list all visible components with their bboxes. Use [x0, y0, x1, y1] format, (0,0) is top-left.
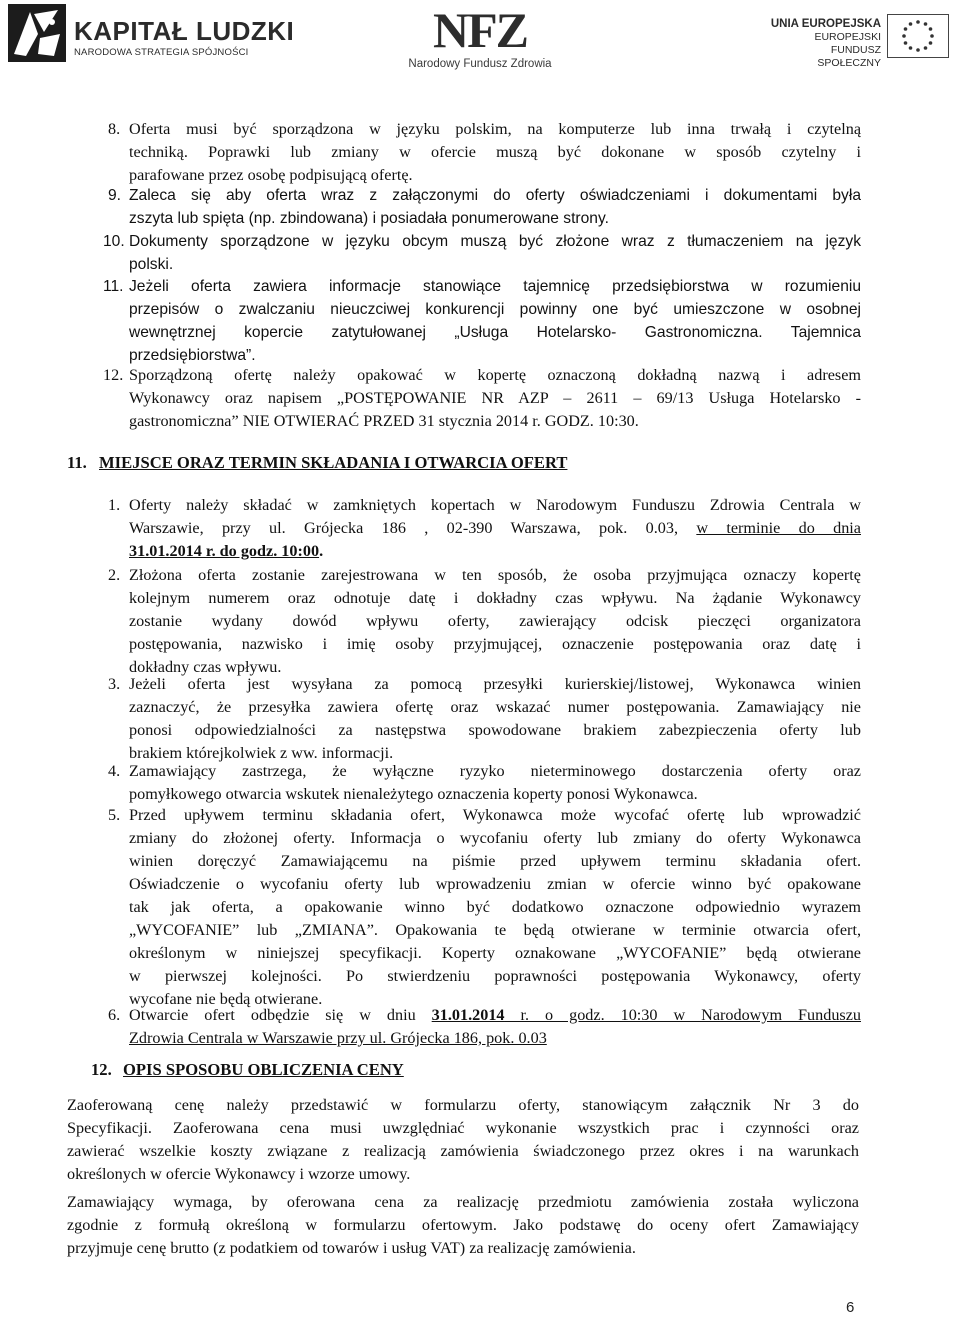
eu-logo-line3: FUNDUSZ SPOŁECZNY: [817, 44, 881, 69]
text-line: Jeżeli oferta jest wysyłana za pomocą przesyłki kurierskiej/listowej, Wykonawca winien: [129, 675, 861, 693]
kapital-ludzki-title: KAPITAŁ LUDZKI: [74, 16, 295, 46]
text-line: brakiem którejkolwiek z ww. informacji.: [129, 744, 394, 762]
text-line: [129, 517, 861, 540]
kapital-ludzki-subtitle: NARODOWA STRATEGIA SPÓJNOŚCI: [74, 47, 249, 58]
eu-logo-line2: EUROPEJSKI: [814, 31, 881, 43]
page-number: 6: [846, 1299, 855, 1316]
text-line: [129, 1004, 861, 1027]
list-item-text: [129, 804, 861, 1011]
text-line: zgodnie z formułą określoną w formularzu ofertowym. Jako podstawę do oceny ofert Zamawiający: [67, 1216, 859, 1234]
text-line: Jeżeli oferta zawiera informacje stanowiące tajemnicę przedsiębiorstwa w rozumieniu: [129, 278, 861, 295]
text-line: polski.: [129, 256, 174, 273]
text-line: zmiany do złożonej oferty. Informacja o wycofaniu oferty lub zmiany do oferty Wykonawca: [129, 829, 861, 847]
list-item-text: [129, 230, 861, 276]
list-item-number: 4.: [108, 762, 121, 780]
text-line: dokładny czas wpływu.: [129, 658, 282, 676]
text-line: wewnętrznej kopercie zatytułowanej „Usługa Hotelarsko- Gastronomiczna. Tajemnica: [129, 324, 861, 341]
text-line: pomyłkowego otwarcia wskutek nienależytego oznaczenia koperty ponosi Wykonawca.: [129, 785, 698, 803]
text-line: Zamawiający wymaga, by oferowana cena za realizację przedmiotu zamówienia została wyliczona: [67, 1193, 859, 1211]
text-line-segment: Otwarcie ofert odbędzie się w dniu: [129, 1006, 432, 1024]
list-item-text: [129, 118, 861, 187]
text-line: gastronomiczna” NIE OTWIERAĆ PRZED 31 stycznia 2014 r. GODZ. 10:30.: [129, 412, 639, 430]
list-item-number: 5.: [108, 806, 121, 824]
price-paragraph-1: [67, 1094, 859, 1186]
text-line: tak jak oferta, a opakowanie winno być dodatkowo oznaczone odpowiednio wyrazem: [129, 898, 861, 916]
text-line: Oferta musi być sporządzona w języku polskim, na komputerze lub inna trwałą i czytelną: [129, 120, 861, 138]
list-item-number: 6.: [108, 1006, 121, 1024]
text-line: [129, 1027, 861, 1050]
section-heading-number: 12.: [91, 1060, 112, 1079]
deadline-date: 31.01.2014 r. do godz. 10:00: [129, 542, 320, 560]
text-line: techniką. Poprawki lub zmiany w ofercie muszą być dokonane w sposób czytelny i: [129, 143, 861, 161]
text-line: Oświadczenie o wycofaniu oferty lub wprowadzeniu zmian w ofercie winno być opakowane: [129, 875, 861, 893]
text-line: w pierwszej kolejności. Po stwierdzeniu poprawności postępowania Wykonawcy, oferty: [129, 967, 861, 985]
text-line: wycofane nie będą otwierane.: [129, 990, 323, 1008]
list-item-text: [129, 275, 861, 367]
list-item-number: 1.: [108, 496, 121, 514]
text-line: Zaoferowaną cenę należy przedstawić w formularzu oferty, stanowiącym załącznik Nr 3 do: [67, 1096, 859, 1114]
list-item-text: [129, 760, 861, 806]
text-line: Specyfikacji. Zaoferowana cena musi uwzględniać wykonanie wszystkich prac i czynności oraz: [67, 1119, 859, 1137]
section-heading-number: 11.: [67, 453, 87, 472]
text-line: ponosi odpowiedzialności za następstwa spowodowane brakiem zabezpieczenia oferty lub: [129, 721, 861, 739]
list-item-number: 8.: [108, 120, 121, 138]
section-heading-12: [91, 1058, 404, 1081]
text-line: Oferty należy składać w zamkniętych kopertach w Narodowym Funduszu Zdrowia Centrala w: [129, 496, 861, 514]
deadline-text: w terminie do dnia: [696, 519, 861, 537]
text-line: przepisów o zwalczaniu nieuczciwej konkurencji powinny one być umieszczone w osobnej: [129, 301, 861, 318]
text-line: Wykonawcy oraz napisem „POSTĘPOWANIE NR AZP – 2611 – 69/13 Usługa Hotelarsko -: [129, 389, 861, 407]
opening-location: Zdrowia Centrala w Warszawie przy ul. Grójecka 186, pok. 0.03: [129, 1029, 547, 1047]
nfz-logo-mark: NFZ: [433, 2, 527, 58]
list-item-number: 3.: [108, 675, 121, 693]
opening-date: 31.01.2014: [431, 1006, 505, 1024]
text-line: Dokumenty sporządzone w języku obcym muszą być złożone wraz z tłumaczeniem na język: [129, 233, 861, 250]
list-item-text: [129, 184, 861, 230]
text-line: określonym w niniejszej specyfikacji. Koperty oznakowane „WYCOFANIE” będą otwierane: [129, 944, 861, 962]
price-paragraph-2: [67, 1191, 859, 1260]
list-item-text: [129, 1004, 861, 1050]
text-line: Przed upływem terminu składania ofert, Wykonawca może wycofać ofertę lub wprowadzić: [129, 806, 861, 824]
text-line: określonych w ofercie Wykonawcy i wzorze umowy.: [67, 1165, 411, 1183]
text-line: Złożona oferta zostanie zarejestrowana w ten sposób, że osoba przyjmująca oznaczy kopertę: [129, 566, 861, 584]
text-line: [129, 540, 861, 563]
text-line: przyjmuje cenę brutto (z podatkiem od towarów i usług VAT) za realizację zamówienia.: [67, 1239, 636, 1257]
list-item-number: 12.: [103, 366, 124, 384]
text-line: parafowane przez osobę podpisującą ofertę.: [129, 166, 413, 184]
nfz-logo-name: Narodowy Fundusz Zdrowia: [408, 58, 552, 70]
text-line: zawierać wszelkie koszty związane z realizacją zamówienia świadczonego przez okres i na warunkach: [67, 1142, 859, 1160]
list-item-number: 9.: [108, 187, 122, 204]
list-item-text: [129, 494, 861, 563]
list-item-number: 11.: [103, 278, 124, 295]
section-heading-11: [67, 451, 567, 474]
text-line: przedsiębiorstwa”.: [129, 347, 256, 364]
section-heading-title: MIEJSCE ORAZ TERMIN SKŁADANIA I OTWARCIA OFERT: [99, 453, 568, 472]
section-heading-title: OPIS SPOSOBU OBLICZENIA CENY: [123, 1060, 404, 1079]
list-item-number: 10.: [103, 233, 125, 250]
text-line: Zamawiający zastrzega, że wyłączne ryzyko nieterminowego dostarczenia oferty oraz: [129, 762, 861, 780]
text-line: zaznaczyć, że przesyłka zawiera ofertę oraz wskazać numer postępowania. Zamawiający nie: [129, 698, 861, 716]
list-item-number: 2.: [108, 566, 121, 584]
text-line: zszyta lub spięta (np. zbindowana) i posiadała ponumerowane strony.: [129, 210, 609, 227]
opening-details: r. o godz. 10:30 w Narodowym Funduszu: [504, 1006, 861, 1024]
text-line: postępowania, nazwisko i imię osoby przyjmującej, oznaczenie postępowania oraz datę i: [129, 635, 861, 653]
text-line: „WYCOFANIE” lub „ZMIANA”. Opakowania te będą otwierane w terminie otwarcia ofert,: [129, 921, 861, 939]
text-line: zostanie wydany dowód wpływu oferty, zawierający odcisk pieczęci organizatora: [129, 612, 861, 630]
list-item-text: [129, 564, 861, 679]
list-item-text: [129, 364, 861, 433]
list-item-text: [129, 673, 861, 765]
text-line: Sporządzoną ofertę należy opakować w kopertę oznaczoną dokładną nazwą i adresem: [129, 366, 861, 384]
text-line-segment: .: [319, 542, 324, 560]
text-line: Zaleca się aby oferta wraz z załączonymi do oferty oświadczeniami i dokumentami była: [129, 187, 861, 204]
text-line: kolejnym numerem oraz odnotuje datę i dokładny czas wpływu. Na żądanie Wykonawcy: [129, 589, 861, 607]
eu-logo-line1: UNIA EUROPEJSKA: [770, 18, 881, 30]
text-line: winien doręczyć Zamawiającemu na piśmie przed upływem terminu składania ofert.: [129, 852, 861, 870]
text-line-segment: Warszawie, przy ul. Grójecka 186 , 02-390 Warszawa, pok. 0.03,: [129, 519, 697, 537]
